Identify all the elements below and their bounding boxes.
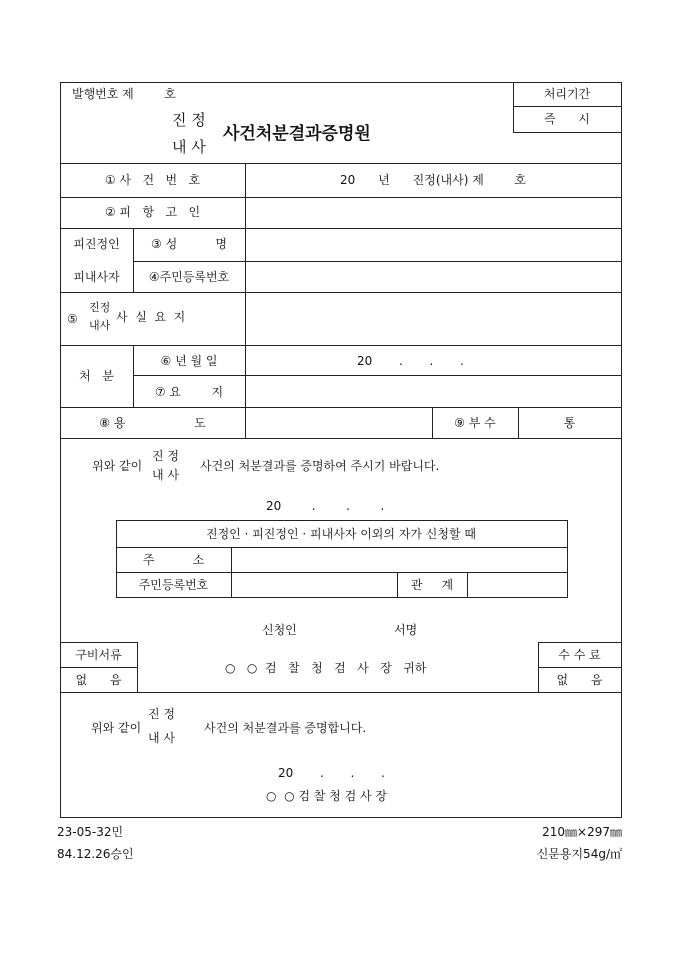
paper-size: 210㎜×297㎜ [542, 825, 622, 839]
processing-period-label: 처리기간 [543, 87, 591, 101]
title-top: 진 정 [172, 111, 206, 129]
cert-bottom: 내 사 [148, 731, 175, 745]
relation-label: 관 계 [410, 578, 454, 592]
issue-number: 발행번호 제 호 [72, 87, 176, 101]
disposition-date-value[interactable]: 20 . . . [357, 354, 464, 368]
disposition-date-label: ⑥ 년 월 일 [160, 354, 218, 368]
other-rrn-label: 주민등록번호 [138, 578, 209, 592]
fee-label: 수 수 료 [558, 648, 601, 662]
request-date[interactable]: 20 . . . [266, 499, 385, 513]
required-docs-value: 없 음 [75, 673, 122, 687]
cert-post: 사건의 처분결과를 증명합니다. [204, 721, 367, 735]
page-title: 사건처분결과증명원 [223, 124, 371, 144]
facts-number: ⑤ [67, 312, 78, 326]
approval-date: 84.12.26승인 [57, 847, 134, 861]
other-rrn-field[interactable] [232, 573, 397, 596]
name-label: ③ 성 명 [151, 237, 227, 251]
rrn-label: ④주민등록번호 [148, 270, 230, 284]
address-field[interactable] [232, 548, 566, 572]
rrn-field[interactable] [246, 262, 620, 292]
case-number-label: ① 사 건 번 호 [104, 173, 201, 187]
cert-issuer: ○ ○ 검 찰 청 검 사 장 [266, 789, 388, 803]
facts-label: 사 실 요 지 [116, 310, 186, 324]
processing-period-value: 즉 시 [543, 112, 591, 126]
respondent-label: ② 피 항 고 인 [104, 205, 201, 219]
copies-unit[interactable]: 통 [563, 416, 576, 430]
subject-label-2: 피내사자 [73, 270, 120, 284]
copies-label: ⑨ 부 수 [454, 416, 496, 430]
facts-top: 진정 [89, 301, 111, 314]
paper-type: 신문용지54g/㎡ [536, 847, 622, 861]
facts-bottom: 내사 [89, 319, 111, 332]
cert-date: 20 . . . [278, 766, 385, 780]
name-field[interactable] [246, 229, 620, 261]
fee-value: 없 음 [556, 673, 603, 687]
request-bottom: 내 사 [152, 468, 179, 482]
purpose-label: ⑧ 용 도 [99, 416, 206, 430]
summary-field[interactable] [246, 376, 620, 407]
form-number: 23-05-32민 [57, 825, 124, 839]
disposition-label: 처 분 [79, 369, 114, 383]
summary-label: ⑦ 요 지 [154, 385, 224, 399]
request-top: 진 정 [152, 449, 179, 463]
required-docs-label: 구비서류 [75, 648, 122, 662]
request-pre: 위와 같이 [92, 459, 143, 473]
cert-top: 진 정 [148, 707, 175, 721]
applicant-label: 신청인 [262, 623, 297, 637]
title-bottom: 내 사 [172, 138, 206, 156]
respondent-field[interactable] [246, 198, 620, 228]
relation-field[interactable] [468, 573, 566, 596]
addressee: ○ ○ 검 찰 청 검 사 장 귀하 [225, 661, 427, 675]
purpose-field[interactable] [246, 408, 432, 438]
subject-label-1: 피진정인 [73, 237, 120, 251]
form-border [60, 82, 622, 818]
request-post: 사건의 처분결과를 증명하여 주시기 바랍니다. [200, 459, 440, 473]
address-label: 주 소 [142, 553, 205, 567]
case-number-value[interactable]: 20 년 진정(내사) 제 호 [340, 173, 526, 187]
facts-field[interactable] [246, 293, 620, 345]
signature-label[interactable]: 서명 [394, 623, 418, 637]
cert-pre: 위와 같이 [91, 721, 142, 735]
other-applicant-header: 진정인 · 피진정인 · 피내사자 이외의 자가 신청할 때 [206, 527, 476, 541]
